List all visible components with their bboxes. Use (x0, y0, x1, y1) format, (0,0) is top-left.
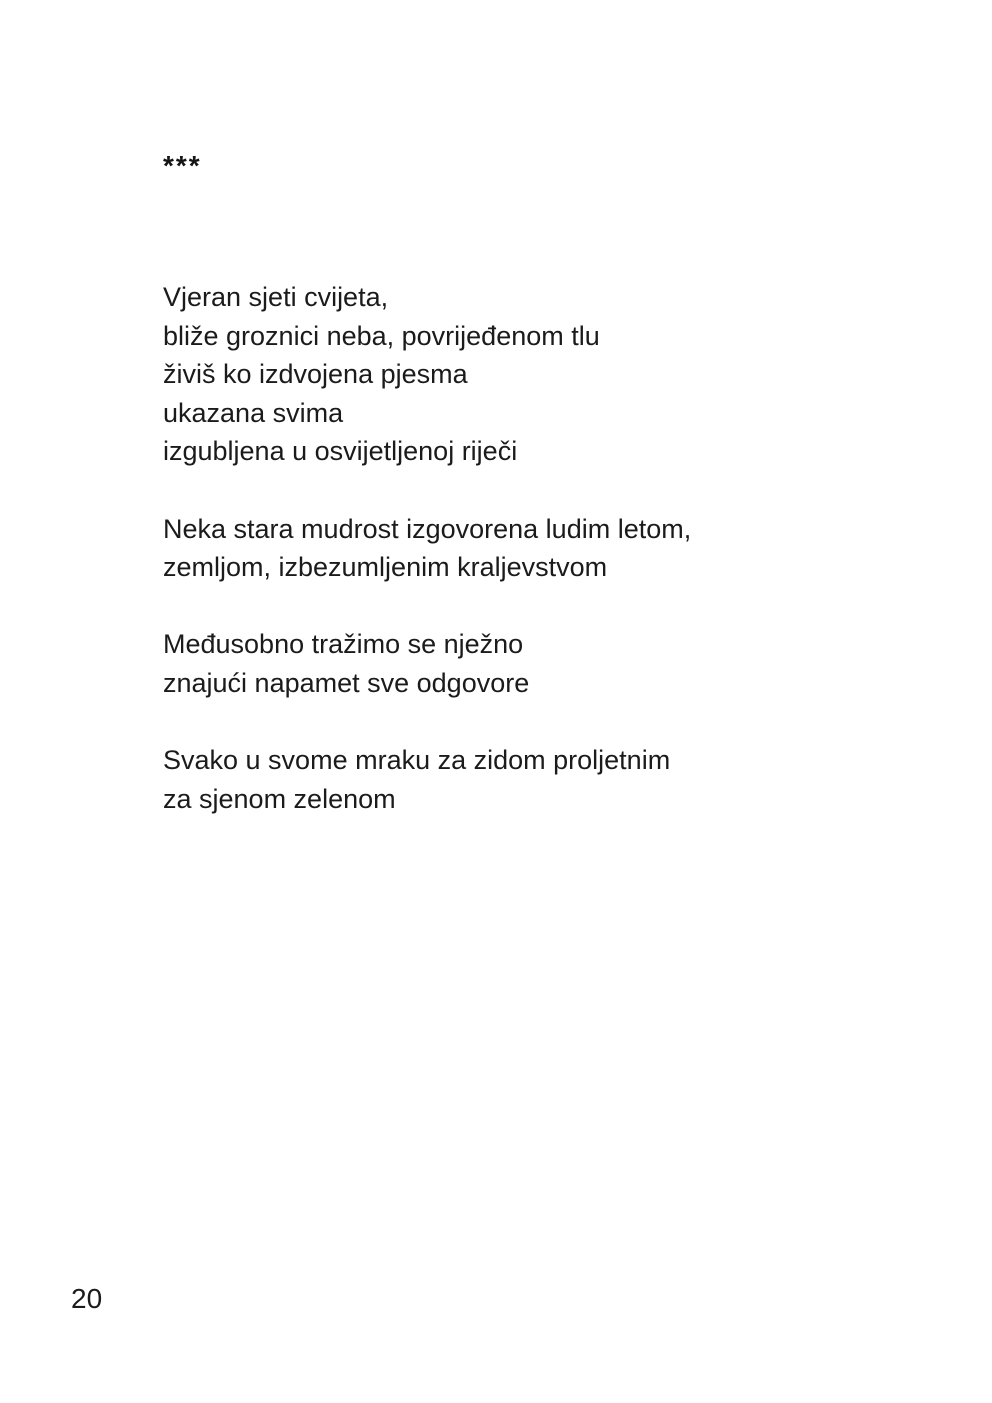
poem-stanza (163, 278, 691, 471)
poem-line: bliže groznici neba, povrijeđenom tlu (163, 320, 600, 351)
poem-line: zemljom, izbezumljenim kraljevstvom (163, 552, 608, 583)
poem-stanza (163, 741, 691, 818)
poem-line: Neka stara mudrost izgovorena ludim letom, (163, 513, 692, 544)
poem-line: za sjenom zelenom (163, 783, 396, 814)
poem-body (163, 278, 691, 857)
poem-line: Međusobno tražimo se nježno (163, 629, 524, 660)
section-marker: *** (163, 150, 202, 181)
poem-line: izgubljena u osvijetljenoj riječi (163, 436, 518, 467)
page-number: 20 (71, 1283, 103, 1314)
poem-line: živiš ko izdvojena pjesma (163, 359, 468, 390)
poem-stanza (163, 510, 691, 587)
poem-line: Vjeran sjeti cvijeta, (163, 282, 389, 312)
poem-line: ukazana svima (163, 397, 344, 428)
poem-line: znajući napamet sve odgovore (163, 667, 530, 698)
poem-line: Svako u svome mraku za zidom proljetnim (163, 745, 671, 776)
poem-stanza (163, 625, 691, 702)
